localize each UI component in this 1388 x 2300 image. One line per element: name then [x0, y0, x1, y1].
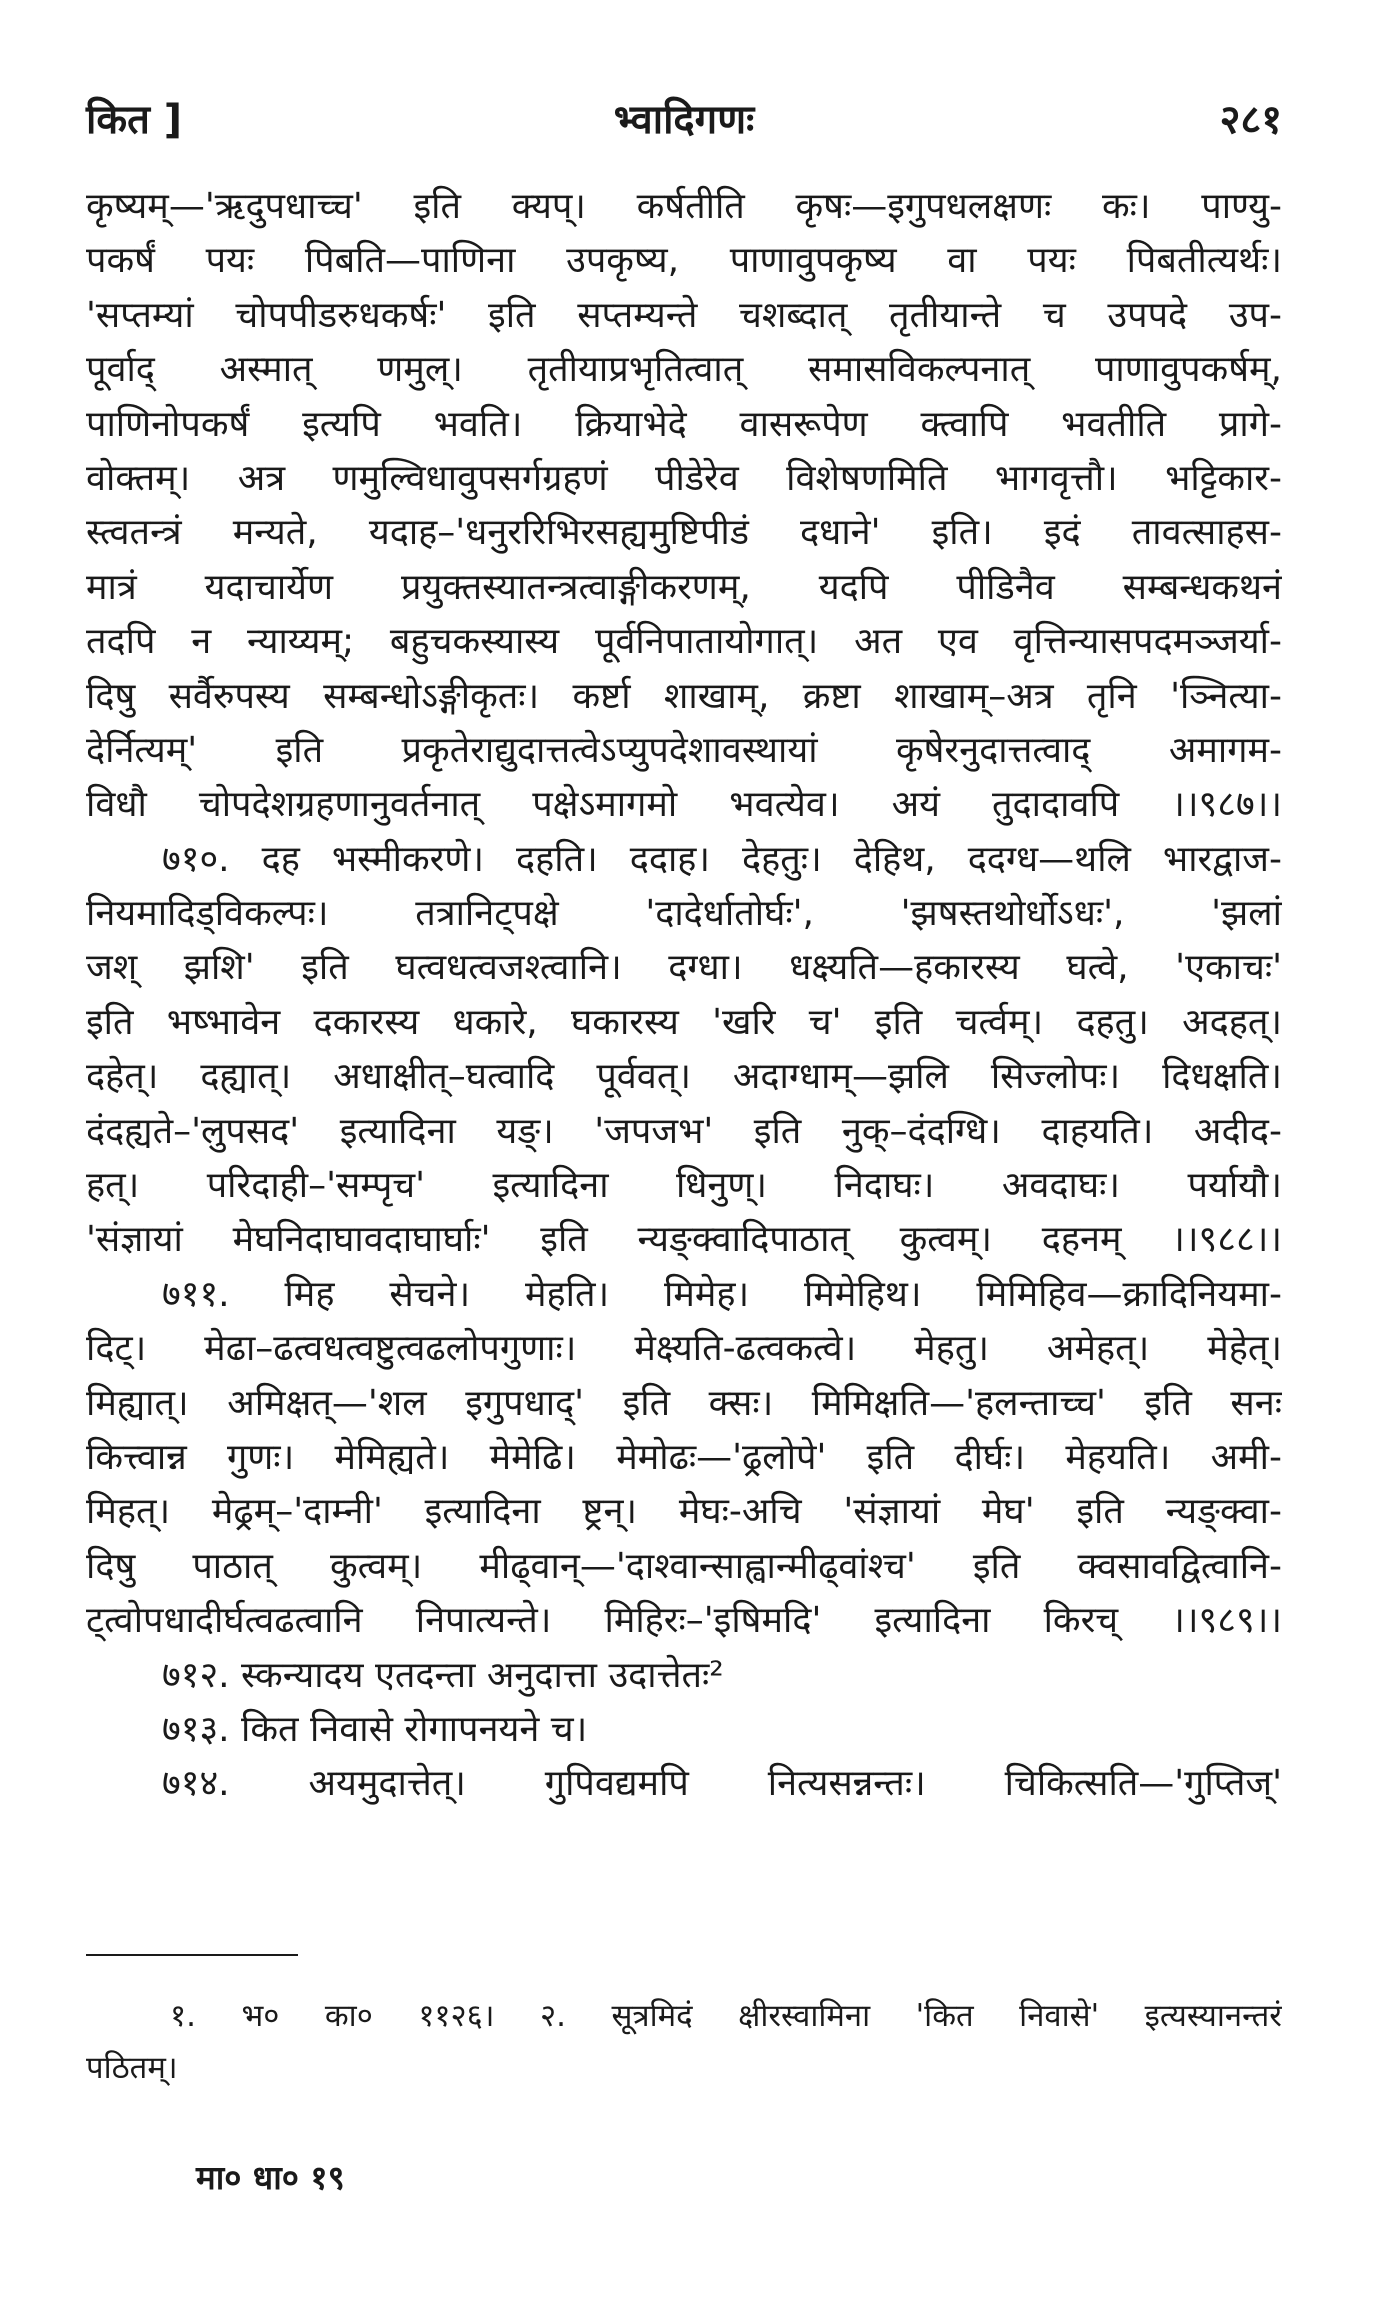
text-line: पूर्वाद् अस्मात् णमुल्। तृतीयाप्रभृतित्वात् समासविकल्पनात् पाणावुपकर्षम्, [86, 349, 1282, 391]
text-line: ७१०. दह भस्मीकरणे। दहति। ददाह। देहतुः। देहिथ, ददग्ध—थलि भारद्वाज- [162, 838, 1282, 880]
text-line: देर्नित्यम्' इति प्रकृतेराद्युदात्तत्वेऽप्युपदेशावस्थायां कृषेरनुदात्तत्वाद् अमागम- [86, 729, 1282, 771]
text-line: दहेत्। दह्यात्। अधाक्षीत्–घत्वादि पूर्ववत्। अदाग्धाम्—झलि सिज्लोपः। दिधक्षति। [86, 1056, 1282, 1098]
text-line: वोक्तम्। अत्र णमुल्विधावुपसर्गग्रहणं पीडेरेव विशेषणमिति भागवृत्तौ। भट्टिकार- [86, 457, 1282, 499]
text-line: दिषु सर्वैरुपस्य सम्बन्धोऽङ्गीकृतः। कर्ष्टा शाखाम्, क्रष्टा शाखाम्–अत्र तृनि 'ञ्नित्या- [86, 675, 1282, 717]
text-line: विधौ चोपदेशग्रहणानुवर्तनात् पक्षेऽमागमो भवत्येव। अयं तुदादावपि ।।९८७।। [86, 784, 1282, 826]
text-line: ७१३. कित निवासे रोगापनयने च। [162, 1708, 588, 1750]
text-line: दिषु पाठात् कुत्वम्। मीढ्वान्—'दाश्वान्साह्वान्मीढ्वांश्च' इति क्वसावद्वित्वानि- [86, 1545, 1282, 1587]
text-line: ७१४. अयमुदात्तेत्। गुपिवद्यमपि नित्यसन्नन्तः। चिकित्सति—'गुप्तिज्' [162, 1763, 1282, 1805]
footnote-line: १. भ० का० ११२६। २. सूत्रमिदं क्षीरस्वामिना 'कित निवासे' इत्यस्यानन्तरं [170, 1998, 1282, 2034]
text-line: कित्त्वान्न गुणः। मेमिह्यते। मेमेढि। मेमोढः—'ढ्रलोपे' इति दीर्घः। मेहयति। अमी- [86, 1436, 1282, 1478]
text-line: हत्। परिदाही–'सम्पृच' इत्यादिना धिनुण्। निदाघः। अवदाघः। पर्यायौ। [86, 1165, 1282, 1207]
page-number: २८१ [1219, 97, 1282, 143]
text-line: ट्त्वोपधादीर्घत्वढत्वानि निपात्यन्ते। मिहिरः–'इषिमदि' इत्यादिना किरच् ।।९८९।। [86, 1600, 1282, 1642]
text-line: तदपि न न्याय्यम्; बहुचकस्यास्य पूर्वनिपातायोगात्। अत एव वृत्तिन्यासपदमञ्जर्या- [86, 621, 1282, 663]
text-line: मिह्यात्। अमिक्षत्—'शल इगुपधाद्' इति क्सः। मिमिक्षति—'हलन्ताच्च' इति सनः [86, 1382, 1282, 1424]
text-line: मिहत्। मेढ्रम्–'दाम्नी' इत्यादिना ष्ट्रन्। मेघः-अचि 'संज्ञायां मेघ' इति न्यङ्क्वा- [86, 1491, 1282, 1533]
running-head-left: कित ] [86, 97, 183, 143]
text-line: ७११. मिह सेचने। मेहति। मिमेह। मिमेहिथ। मिमिहिव—क्रादिनियमा- [162, 1273, 1282, 1315]
text-line: नियमादिड्विकल्पः। तत्रानिट्पक्षे 'दादेर्धातोर्घः', 'झषस्तथोर्धोऽधः', 'झलां [86, 893, 1282, 935]
text-line: स्त्वतन्त्रं मन्यते, यदाह–'धनुररिभिरसह्यमुष्टिपीडं दधाने' इति। इदं तावत्साहस- [86, 512, 1282, 554]
text-line: मात्रं यदाचार्येण प्रयुक्तस्यातन्त्रत्वाङ्गीकरणम्, यदपि पीडिनैव सम्बन्धकथनं [86, 566, 1282, 608]
text-line: दंदह्यते–'लुपसद' इत्यादिना यङ्। 'जपजभ' इति नुक्–दंदग्धि। दाहयति। अदीद- [86, 1110, 1282, 1152]
text-line: पकर्षं पयः पिबति—पाणिना उपकृष्य, पाणावुपकृष्य वा पयः पिबतीत्यर्थः। [86, 240, 1282, 282]
text-line: दिट्। मेढा–ढत्वधत्वष्टुत्वढलोपगुणाः। मेक्ष्यति-ढत्वकत्वे। मेहतु। अमेहत्। मेहेत्। [86, 1328, 1282, 1370]
text-line: कृष्यम्—'ऋदुपधाच्च' इति क्यप्। कर्षतीति कृषः—इगुपधलक्षणः कः। पाण्यु- [86, 186, 1282, 227]
signature-mark: मा० धा० १९ [196, 2158, 345, 2197]
text-line: जश् झशि' इति घत्वधत्वजश्त्वानि। दग्धा। धक्ष्यति—हकारस्य घत्वे, 'एकाचः' [86, 947, 1282, 989]
text-line: 'सप्तम्यां चोपपीडरुधकर्षः' इति सप्तम्यन्ते चशब्दात् तृतीयान्ते च उपपदे उप- [86, 294, 1282, 336]
page-header [86, 90, 1282, 150]
footnote-line: पठितम्। [86, 2050, 178, 2086]
text-line: ७१२. स्कन्यादय एतदन्ता अनुदात्ता उदात्तेतः² [162, 1654, 724, 1696]
text-line: पाणिनोपकर्षं इत्यपि भवति। क्रियाभेदे वासरूपेण क्त्वापि भवतीति प्रागे- [86, 403, 1282, 445]
main-text [86, 180, 1282, 1812]
footnotes [86, 1990, 1282, 2094]
text-line: 'संज्ञायां मेघनिदाघावदाघार्घाः' इति न्यङ्क्वादिपाठात् कुत्वम्। दहनम् ।।९८८।। [86, 1219, 1282, 1261]
text-line: इति भष्भावेन दकारस्य धकारे, घकारस्य 'खरि च' इति चर्त्वम्। दहतु। अदहत्। [86, 1001, 1282, 1043]
footnote-separator [86, 1954, 298, 1956]
running-head-title: भ्वादिगणः [613, 97, 755, 143]
